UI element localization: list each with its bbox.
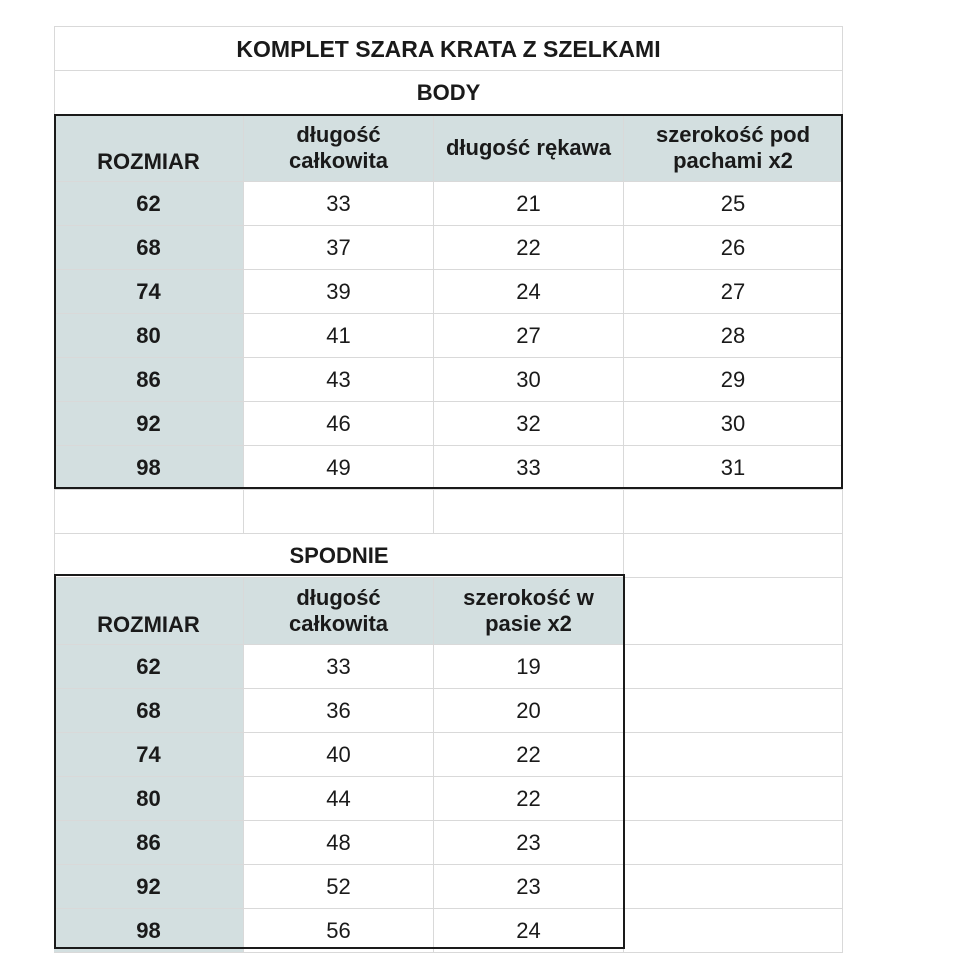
pants-waist-width-cell: 22 bbox=[434, 777, 624, 821]
pants-size-cell: 62 bbox=[54, 645, 244, 689]
pants-size-cell: 74 bbox=[54, 733, 244, 777]
pants-total-length-cell: 33 bbox=[244, 645, 434, 689]
body-size-cell: 98 bbox=[54, 446, 244, 490]
pants-waist-width-cell: 23 bbox=[434, 865, 624, 909]
empty-cell bbox=[624, 865, 843, 909]
pants-waist-width-cell: 20 bbox=[434, 689, 624, 733]
body-size-cell: 68 bbox=[54, 226, 244, 270]
pants-header-size: ROZMIAR bbox=[54, 578, 244, 645]
table-row bbox=[54, 733, 843, 777]
empty-cell bbox=[624, 821, 843, 865]
pants-waist-width-cell: 23 bbox=[434, 821, 624, 865]
body-sleeve-length-cell: 21 bbox=[434, 182, 624, 226]
empty-cell bbox=[624, 689, 843, 733]
body-chest-width-cell: 29 bbox=[624, 358, 843, 402]
pants-waist-width-cell: 19 bbox=[434, 645, 624, 689]
pants-total-length-cell: 36 bbox=[244, 689, 434, 733]
body-size-cell: 74 bbox=[54, 270, 244, 314]
empty-cell bbox=[624, 733, 843, 777]
body-total-length-cell: 33 bbox=[244, 182, 434, 226]
pants-total-length-cell: 48 bbox=[244, 821, 434, 865]
pants-total-length-cell: 56 bbox=[244, 909, 434, 953]
pants-size-cell: 68 bbox=[54, 689, 244, 733]
body-sleeve-length-cell: 22 bbox=[434, 226, 624, 270]
table-row bbox=[54, 314, 843, 358]
page-title: KOMPLET SZARA KRATA Z SZELKAMI bbox=[54, 26, 843, 71]
body-total-length-cell: 49 bbox=[244, 446, 434, 490]
body-total-length-cell: 39 bbox=[244, 270, 434, 314]
body-header-row bbox=[54, 115, 843, 182]
size-chart-sheet bbox=[54, 26, 843, 953]
empty-cell bbox=[54, 490, 244, 534]
body-table bbox=[54, 115, 843, 490]
empty-cell bbox=[624, 490, 843, 534]
pants-total-length-cell: 40 bbox=[244, 733, 434, 777]
pants-header-waist-width: szerokość w pasie x2 bbox=[434, 578, 624, 645]
pants-size-cell: 92 bbox=[54, 865, 244, 909]
body-sleeve-length-cell: 24 bbox=[434, 270, 624, 314]
body-size-cell: 62 bbox=[54, 182, 244, 226]
body-total-length-cell: 41 bbox=[244, 314, 434, 358]
title-row bbox=[54, 26, 843, 71]
empty-cell bbox=[624, 645, 843, 689]
body-header-sleeve-length: długość rękawa bbox=[434, 115, 624, 182]
body-chest-width-cell: 31 bbox=[624, 446, 843, 490]
body-section-title: BODY bbox=[54, 71, 843, 115]
spacer-row bbox=[54, 490, 843, 534]
empty-cell bbox=[624, 909, 843, 953]
pants-size-cell: 86 bbox=[54, 821, 244, 865]
empty-cell bbox=[624, 534, 843, 578]
table-row bbox=[54, 645, 843, 689]
table-row bbox=[54, 402, 843, 446]
table-row bbox=[54, 270, 843, 314]
body-size-cell: 86 bbox=[54, 358, 244, 402]
table-row bbox=[54, 182, 843, 226]
pants-header-row bbox=[54, 578, 843, 645]
empty-cell bbox=[434, 490, 624, 534]
pants-size-cell: 80 bbox=[54, 777, 244, 821]
empty-cell bbox=[624, 578, 843, 645]
table-row bbox=[54, 821, 843, 865]
body-size-cell: 80 bbox=[54, 314, 244, 358]
empty-cell bbox=[624, 777, 843, 821]
pants-section-title: SPODNIE bbox=[54, 534, 624, 578]
body-total-length-cell: 46 bbox=[244, 402, 434, 446]
pants-table bbox=[54, 578, 843, 953]
body-sleeve-length-cell: 33 bbox=[434, 446, 624, 490]
body-sleeve-length-cell: 27 bbox=[434, 314, 624, 358]
pants-total-length-cell: 44 bbox=[244, 777, 434, 821]
pants-total-length-cell: 52 bbox=[244, 865, 434, 909]
body-header-size: ROZMIAR bbox=[54, 115, 244, 182]
pants-section-row bbox=[54, 534, 843, 578]
body-chest-width-cell: 26 bbox=[624, 226, 843, 270]
pants-size-cell: 98 bbox=[54, 909, 244, 953]
table-row bbox=[54, 777, 843, 821]
table-row bbox=[54, 689, 843, 733]
table-row bbox=[54, 446, 843, 490]
pants-header-total-length: długość całkowita bbox=[244, 578, 434, 645]
body-chest-width-cell: 28 bbox=[624, 314, 843, 358]
pants-waist-width-cell: 22 bbox=[434, 733, 624, 777]
body-sleeve-length-cell: 30 bbox=[434, 358, 624, 402]
body-header-total-length: długość całkowita bbox=[244, 115, 434, 182]
body-section-row bbox=[54, 71, 843, 115]
body-chest-width-cell: 27 bbox=[624, 270, 843, 314]
body-size-cell: 92 bbox=[54, 402, 244, 446]
pants-waist-width-cell: 24 bbox=[434, 909, 624, 953]
table-row bbox=[54, 358, 843, 402]
body-chest-width-cell: 30 bbox=[624, 402, 843, 446]
table-row bbox=[54, 909, 843, 953]
table-row bbox=[54, 226, 843, 270]
body-total-length-cell: 43 bbox=[244, 358, 434, 402]
body-sleeve-length-cell: 32 bbox=[434, 402, 624, 446]
body-chest-width-cell: 25 bbox=[624, 182, 843, 226]
empty-cell bbox=[244, 490, 434, 534]
table-row bbox=[54, 865, 843, 909]
body-header-chest-width: szerokość pod pachami x2 bbox=[624, 115, 843, 182]
body-total-length-cell: 37 bbox=[244, 226, 434, 270]
